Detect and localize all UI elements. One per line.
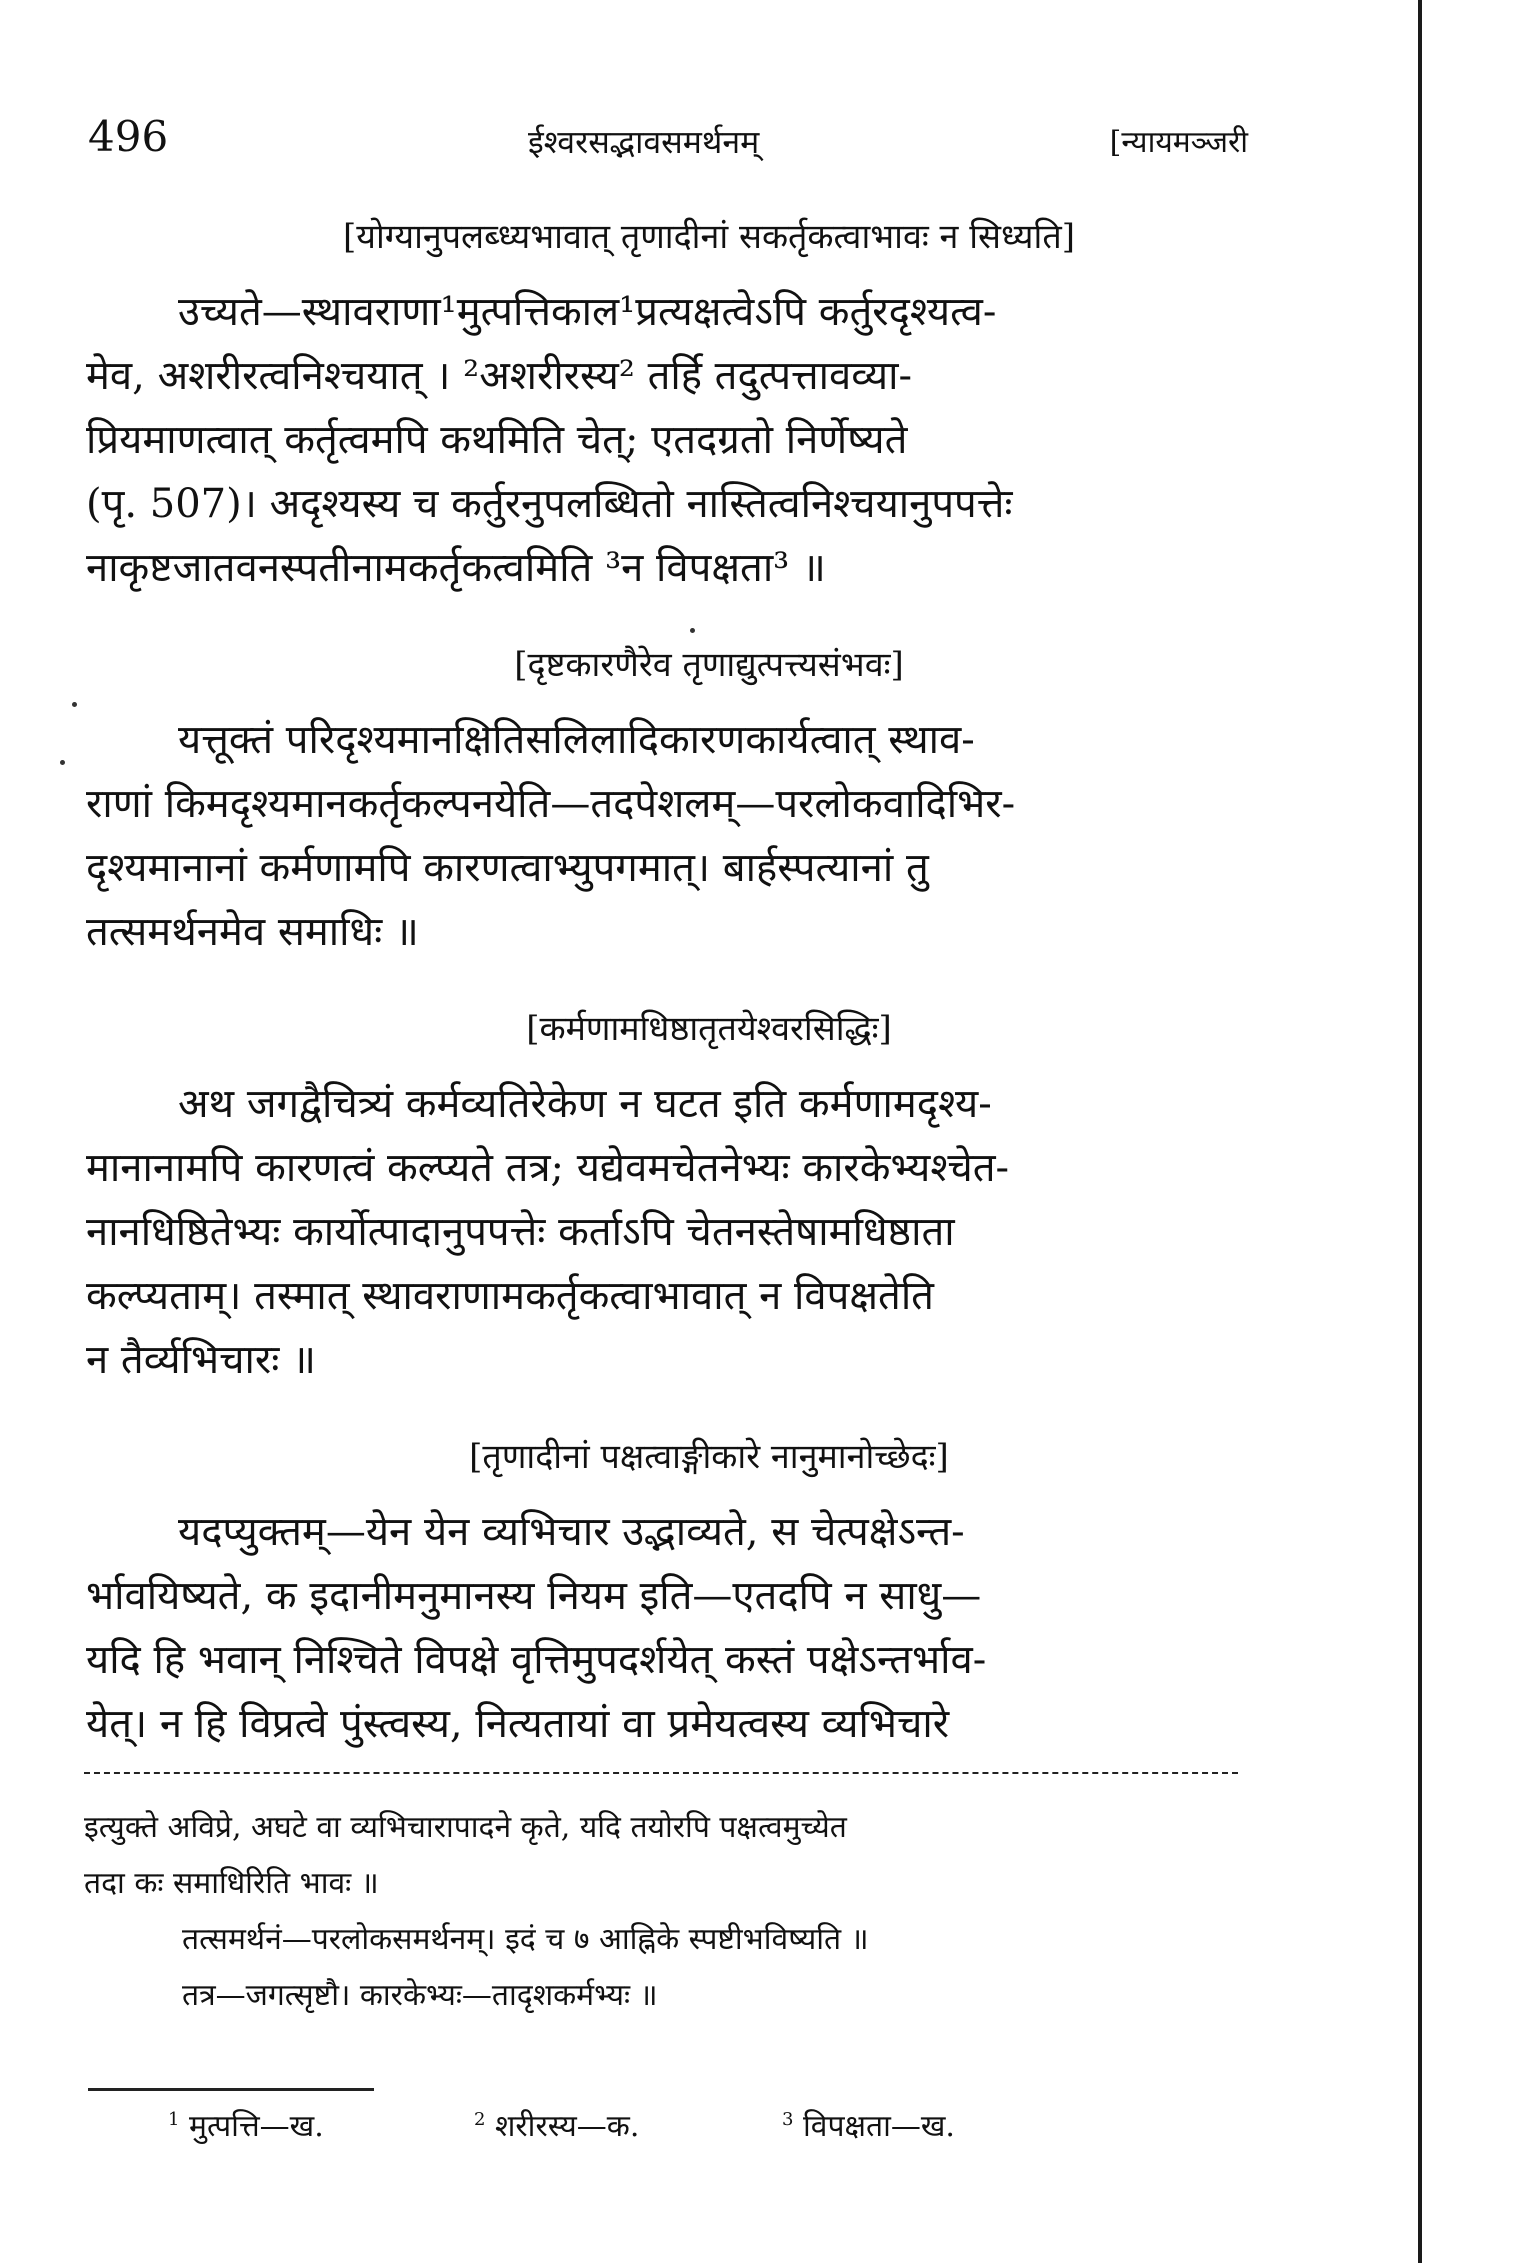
variant-text: शरीरस्य—क. [495, 2109, 640, 2144]
section-paragraph [86, 1072, 1246, 1392]
variant-reading [782, 2104, 955, 2145]
text-line: दृश्यमानानां कर्मणामपि कारणत्वाभ्युपगमात्। बार्हस्पत्यानां तु [86, 845, 929, 891]
text-line: (पृ. 507)। अदृश्यस्य च कर्तुरनुपलब्धितो नास्तित्वनिश्चयानुपपत्तेः [86, 481, 1013, 527]
text-line: कल्प्यताम्। तस्मात् स्थावराणामकर्तृकत्वाभावात् न विपक्षतेति [86, 1273, 934, 1319]
page-header [88, 112, 1248, 172]
text-line: मेव, अशरीरत्वनिश्चयात् । ²अशरीरस्य² तर्हि तदुत्पत्तावव्या- [86, 353, 913, 399]
book-title: [न्यायमञ्जरी [1109, 125, 1248, 160]
variant-text: विपक्षता—ख. [803, 2109, 955, 2144]
footnote-line: तत्समर्थनं—परलोकसमर्थनम्। इदं च ७ आह्निके स्पष्टीभविष्यति ॥ [182, 1922, 869, 1957]
footnote-line: इत्युक्ते अविप्रे, अघटे वा व्यभिचारापादने कृते, यदि तयोरपि पक्षत्वमुच्येत [84, 1810, 847, 1845]
section-title: [कर्मणामधिष्ठातृतयेश्वरसिद्धिः] [526, 1009, 892, 1049]
section-title: [तृणादीनां पक्षत्वाङ्गीकारे नानुमानोच्छेदः] [469, 1437, 949, 1477]
text-line: येत्। न हि विप्रत्वे पुंस्त्वस्य, नित्यतायां वा प्रमेयत्वस्य व्यभिचारे [86, 1701, 950, 1747]
section-paragraph [86, 1500, 1246, 1756]
variant-separator [88, 2088, 374, 2091]
text-line: तत्समर्थनमेव समाधिः ॥ [86, 909, 419, 955]
text-line: नाकृष्टजातवनस्पतीनामकर्तृकत्वमिति ³न विपक्षता³ ॥ [86, 545, 826, 591]
text-line: यत्तूक्तं परिदृश्यमानक्षितिसलिलादिकारणकार्यत्वात् स्थाव- [178, 717, 975, 763]
text-line: यदप्युक्तम्—येन येन व्यभिचार उद्भाव्यते, स चेत्पक्षेऽन्त- [178, 1509, 965, 1555]
text-line: मानानामपि कारणत्वं कल्प्यते तत्र; यद्येवमचेतनेभ्यः कारकेभ्यश्चेत- [86, 1145, 1010, 1191]
text-line: यदि हि भवान् निश्चिते विपक्षे वृत्तिमुपदर्शयेत् कस्तं पक्षेऽन्तर्भाव- [86, 1637, 987, 1683]
variant-mark: 2 [474, 2109, 486, 2130]
running-title: ईश्वरसद्भावसमर्थनम् [528, 123, 760, 161]
variant-text: मुत्पत्ति—ख. [189, 2109, 324, 2144]
page-edge-border [1418, 0, 1422, 2263]
print-speck [690, 628, 695, 633]
text-line: प्रियमाणत्वात् कर्तृत्वमपि कथमिति चेत्; एतदग्रतो निर्णेष्यते [86, 417, 908, 463]
footnote-line: तत्र—जगत्सृष्टौ। कारकेभ्यः—तादृशकर्मभ्यः ॥ [182, 1978, 658, 2013]
footnote-separator [84, 1772, 1238, 1774]
page-number: 496 [88, 112, 169, 161]
variant-mark: 1 [168, 2109, 180, 2130]
text-line: उच्यते—स्थावराणा¹मुत्पत्तिकाल¹प्रत्यक्षत्वेऽपि कर्तुरदृश्यत्व- [178, 289, 997, 335]
text-line: न तैर्व्यभिचारः ॥ [86, 1337, 316, 1383]
print-speck [72, 702, 77, 707]
text-line: अथ जगद्वैचित्र्यं कर्मव्यतिरेकेण न घटत इति कर्मणामदृश्य- [178, 1081, 992, 1127]
variant-mark: 3 [782, 2109, 794, 2130]
section-title: [दृष्टकारणैरेव तृणाद्युत्पत्त्यसंभवः] [514, 645, 904, 685]
footnotes [84, 1800, 1244, 2024]
variant-reading [474, 2104, 639, 2145]
text-line: र्भावयिष्यते, क इदानीमनुमानस्य नियम इति—एतदपि न साधु— [86, 1573, 982, 1619]
variant-reading [168, 2104, 324, 2145]
footnote-line: तदा कः समाधिरिति भावः ॥ [84, 1866, 379, 1901]
section-title: [योग्यानुपलब्ध्यभावात् तृणादीनां सकर्तृकत्वाभावः न सिध्यति] [343, 217, 1075, 257]
text-line: नानधिष्ठितेभ्यः कार्योत्पादानुपपत्तेः कर्ताऽपि चेतनस्तेषामधिष्ठाता [86, 1209, 955, 1255]
text-line: राणां किमदृश्यमानकर्तृकल्पनयेति—तदपेशलम्—परलोकवादिभिर- [86, 781, 1016, 827]
section-paragraph [86, 280, 1246, 600]
print-speck [60, 760, 65, 765]
section-paragraph [86, 708, 1246, 964]
